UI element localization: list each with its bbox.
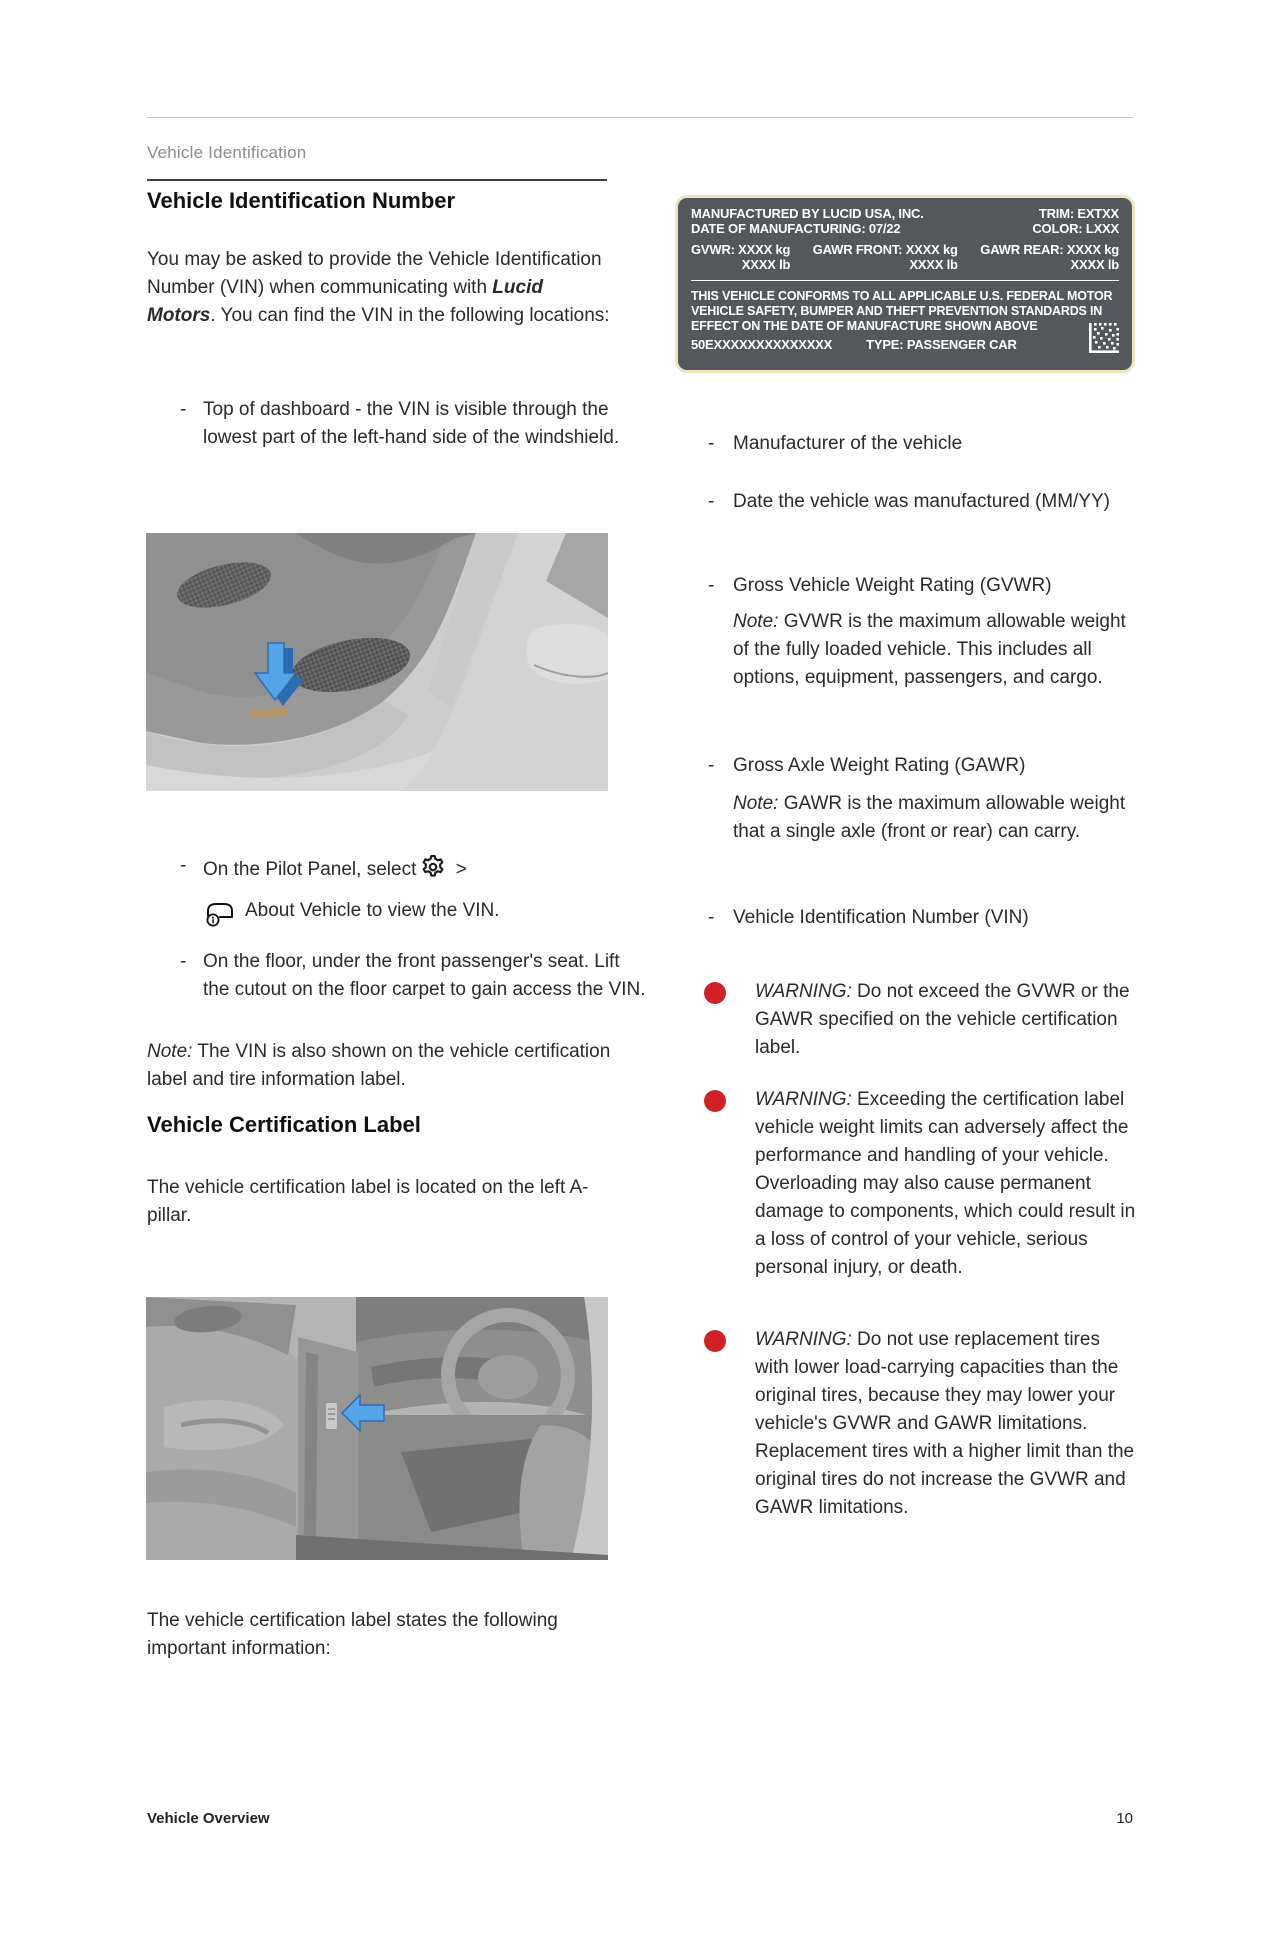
label-vin: 50EXXXXXXXXXXXXXX <box>691 337 833 352</box>
info-item-manufacturer: - Manufacturer of the vehicle <box>708 433 963 454</box>
vin-note <box>147 1038 613 1094</box>
list-item-text: On the floor, under the front passenger's seat. Lift the cutout on the floor carpet to gain access the VIN. <box>203 951 646 1000</box>
certification-label <box>675 195 1135 373</box>
warning-dot-icon <box>704 1330 726 1352</box>
info-item-gvwr: - Gross Vehicle Weight Rating (GVWR) <box>708 575 1052 596</box>
label-divider <box>691 280 1119 281</box>
info-item-vin: - Vehicle Identification Number (VIN) <box>708 907 1029 928</box>
gear-icon <box>418 852 448 891</box>
warning-overloading: WARNING: Exceeding the certification label vehicle weight limits can adversely affect the performance and handling of your vehicle. Overloading may also cause permanent damage to components, which could result in a loss of control of your vehicle, serious personal injury, or death. <box>704 1086 1138 1282</box>
label-date: DATE OF MANUFACTURING: 07/22 <box>691 221 901 236</box>
footer-section-title: Vehicle Overview <box>147 1810 270 1827</box>
info-item-gawr: - Gross Axle Weight Rating (GAWR) <box>708 755 1026 776</box>
label-type: TYPE: PASSENGER CAR <box>866 337 1017 352</box>
label-conformity-statement: THIS VEHICLE CONFORMS TO ALL APPLICABLE U.S. FEDERAL MOTOR VEHICLE SAFETY, BUMPER AND THEFT PREVENTION STANDARDS IN EFFECT ON THE DATE OF MANUFACTURE SHOWN ABOVE <box>691 289 1113 333</box>
list-item-text: Top of dashboard - the VIN is visible through the lowest part of the left-hand side of the windshield. <box>203 399 620 448</box>
warning-dot-icon <box>704 982 726 1004</box>
intro-text: You may be asked to provide the Vehicle Identification Number (VIN) when communicating with <box>147 249 602 298</box>
label-color: COLOR: LXXX <box>1032 221 1119 236</box>
list-item-dashboard <box>147 396 646 452</box>
list-item-text: On the Pilot Panel, select > <box>203 852 467 891</box>
bullet-dash: - <box>180 855 187 876</box>
page-number: 10 <box>1116 1810 1133 1827</box>
list-item-floor <box>147 948 646 1004</box>
heading-rule <box>147 179 607 181</box>
list-item-text: About Vehicle to view the VIN. <box>245 900 500 921</box>
chevron-right: > <box>455 859 467 880</box>
section-title-certification: Vehicle Certification Label <box>147 1112 421 1137</box>
warning-gvwr-gawr: WARNING: Do not exceed the GVWR or the GAWR specified on the vehicle certification label. <box>704 978 1138 1062</box>
intro-paragraph <box>147 246 613 330</box>
bullet-dash: - <box>180 951 187 972</box>
vin-windshield-illustration <box>146 533 608 796</box>
gvwr-note: Note: GVWR is the maximum allowable weight of the fully loaded vehicle. This includes all options, equipment, passengers, and cargo. <box>733 611 1126 688</box>
brand-name: Lucid Motors <box>147 277 543 326</box>
warning-dot-icon <box>704 1090 726 1112</box>
qr-code-icon <box>1089 323 1119 356</box>
label-states-paragraph: The vehicle certification label states the following important information: <box>147 1610 558 1659</box>
label-gawr-rear: GAWR REAR: XXXX kg XXXX lb <box>980 242 1119 272</box>
intro-text-tail: . You can find the VIN in the following locations: <box>210 305 610 326</box>
bullet-dash: - <box>180 399 187 420</box>
note-text: The VIN is also shown on the vehicle certification label and tire information label. <box>147 1041 611 1090</box>
car-info-icon <box>203 897 237 938</box>
info-item-date: - Date the vehicle was manufactured (MM/YY) <box>708 491 1110 512</box>
certification-label-location-illustration <box>146 1297 608 1565</box>
top-rule <box>147 117 1133 118</box>
warning-replacement-tires: WARNING: Do not use replacement tires with lower load-carrying capacities than the original tires, because they may lower your vehicle's GVWR and GAWR limitations. Replacement tires with a higher limit than the original tires do not increase the GVWR and GAWR limitations. <box>704 1326 1138 1522</box>
page-title: Vehicle Identification Number <box>147 188 456 213</box>
label-trim: TRIM: EXTXX <box>1038 206 1119 221</box>
label-gawr-front: GAWR FRONT: XXXX kg XXXX lb <box>812 242 958 272</box>
label-manufacturer: MANUFACTURED BY LUCID USA, INC. <box>691 206 924 221</box>
gawr-note: Note: GAWR is the maximum allowable weight that a single axle (front or rear) can carry. <box>733 793 1126 842</box>
label-gvwr: GVWR: XXXX kg XXXX lb <box>691 242 791 272</box>
label-location-paragraph: The vehicle certification label is located on the left A-pillar. <box>147 1177 589 1226</box>
list-item-pilot-panel <box>147 852 613 938</box>
note-label: Note: <box>147 1041 193 1062</box>
section-eyebrow: Vehicle Identification <box>147 143 307 162</box>
